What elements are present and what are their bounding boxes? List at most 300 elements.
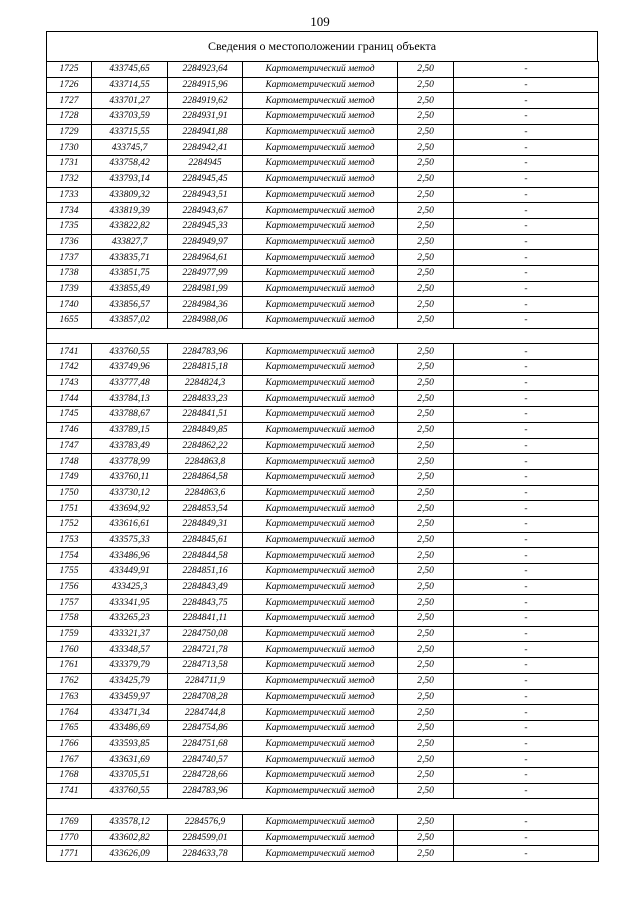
table-row <box>47 532 599 548</box>
coordinates-table <box>46 61 599 862</box>
y-coordinate-cell: 2284841,51 <box>168 407 243 423</box>
description-cell: - <box>454 611 599 627</box>
table-row <box>47 689 599 705</box>
description-cell: - <box>454 815 599 831</box>
accuracy-cell: 2,50 <box>398 611 454 627</box>
accuracy-cell: 2,50 <box>398 297 454 313</box>
point-number-cell: 1741 <box>47 783 92 799</box>
table-row <box>47 736 599 752</box>
method-cell: Картометрический метод <box>243 705 398 721</box>
x-coordinate-cell: 433714,55 <box>92 77 168 93</box>
method-cell: Картометрический метод <box>243 658 398 674</box>
table-row <box>47 297 599 313</box>
point-number-cell: 1750 <box>47 485 92 501</box>
y-coordinate-cell: 2284945 <box>168 156 243 172</box>
y-coordinate-cell: 2284824,3 <box>168 375 243 391</box>
x-coordinate-cell: 433703,59 <box>92 109 168 125</box>
x-coordinate-cell: 433749,96 <box>92 360 168 376</box>
table-row <box>47 93 599 109</box>
accuracy-cell: 2,50 <box>398 265 454 281</box>
method-cell: Картометрический метод <box>243 109 398 125</box>
y-coordinate-cell: 2284923,64 <box>168 62 243 78</box>
table-row <box>47 564 599 580</box>
description-cell: - <box>454 783 599 799</box>
x-coordinate-cell: 433575,33 <box>92 532 168 548</box>
point-number-cell: 1742 <box>47 360 92 376</box>
table-row <box>47 767 599 783</box>
description-cell: - <box>454 705 599 721</box>
x-coordinate-cell: 433745,7 <box>92 140 168 156</box>
description-cell: - <box>454 218 599 234</box>
x-coordinate-cell: 433745,65 <box>92 62 168 78</box>
accuracy-cell: 2,50 <box>398 516 454 532</box>
table-row <box>47 454 599 470</box>
point-number-cell: 1752 <box>47 516 92 532</box>
x-coordinate-cell: 433822,82 <box>92 218 168 234</box>
point-number-cell: 1751 <box>47 501 92 517</box>
point-number-cell: 1753 <box>47 532 92 548</box>
x-coordinate-cell: 433760,55 <box>92 783 168 799</box>
point-number-cell: 1756 <box>47 579 92 595</box>
x-coordinate-cell: 433760,55 <box>92 344 168 360</box>
y-coordinate-cell: 2284841,11 <box>168 611 243 627</box>
accuracy-cell: 2,50 <box>398 93 454 109</box>
x-coordinate-cell: 433626,09 <box>92 846 168 862</box>
table-row <box>47 658 599 674</box>
table-row <box>47 579 599 595</box>
accuracy-cell: 2,50 <box>398 250 454 266</box>
x-coordinate-cell: 433784,13 <box>92 391 168 407</box>
table-row <box>47 626 599 642</box>
method-cell: Картометрический метод <box>243 815 398 831</box>
x-coordinate-cell: 433760,11 <box>92 469 168 485</box>
point-number-cell: 1769 <box>47 815 92 831</box>
y-coordinate-cell: 2284708,28 <box>168 689 243 705</box>
coordinates-table-body <box>47 62 599 862</box>
description-cell: - <box>454 281 599 297</box>
point-number-cell: 1758 <box>47 611 92 627</box>
table-row <box>47 548 599 564</box>
separator-cell <box>47 328 599 344</box>
method-cell: Картометрический метод <box>243 626 398 642</box>
description-cell: - <box>454 516 599 532</box>
method-cell: Картометрический метод <box>243 454 398 470</box>
x-coordinate-cell: 433348,57 <box>92 642 168 658</box>
x-coordinate-cell: 433694,92 <box>92 501 168 517</box>
method-cell: Картометрический метод <box>243 297 398 313</box>
table-row <box>47 815 599 831</box>
accuracy-cell: 2,50 <box>398 313 454 329</box>
point-number-cell: 1732 <box>47 171 92 187</box>
table-row <box>47 375 599 391</box>
y-coordinate-cell: 2284845,61 <box>168 532 243 548</box>
table-row <box>47 124 599 140</box>
point-number-cell: 1733 <box>47 187 92 203</box>
x-coordinate-cell: 433835,71 <box>92 250 168 266</box>
point-number-cell: 1765 <box>47 720 92 736</box>
accuracy-cell: 2,50 <box>398 469 454 485</box>
accuracy-cell: 2,50 <box>398 595 454 611</box>
description-cell: - <box>454 140 599 156</box>
table-row <box>47 422 599 438</box>
point-number-cell: 1727 <box>47 93 92 109</box>
x-coordinate-cell: 433379,79 <box>92 658 168 674</box>
description-cell: - <box>454 846 599 862</box>
description-cell: - <box>454 109 599 125</box>
point-number-cell: 1738 <box>47 265 92 281</box>
y-coordinate-cell: 2284943,51 <box>168 187 243 203</box>
y-coordinate-cell: 2284919,62 <box>168 93 243 109</box>
table-row <box>47 705 599 721</box>
table-row <box>47 281 599 297</box>
accuracy-cell: 2,50 <box>398 156 454 172</box>
x-coordinate-cell: 433793,14 <box>92 171 168 187</box>
description-cell: - <box>454 752 599 768</box>
accuracy-cell: 2,50 <box>398 203 454 219</box>
y-coordinate-cell: 2284783,96 <box>168 344 243 360</box>
x-coordinate-cell: 433602,82 <box>92 830 168 846</box>
description-cell: - <box>454 203 599 219</box>
description-cell: - <box>454 642 599 658</box>
x-coordinate-cell: 433425,3 <box>92 579 168 595</box>
point-number-cell: 1746 <box>47 422 92 438</box>
accuracy-cell: 2,50 <box>398 783 454 799</box>
y-coordinate-cell: 2284849,85 <box>168 422 243 438</box>
description-cell: - <box>454 579 599 595</box>
point-number-cell: 1745 <box>47 407 92 423</box>
point-number-cell: 1763 <box>47 689 92 705</box>
x-coordinate-cell: 433631,69 <box>92 752 168 768</box>
point-number-cell: 1725 <box>47 62 92 78</box>
description-cell: - <box>454 171 599 187</box>
method-cell: Картометрический метод <box>243 422 398 438</box>
table-row <box>47 720 599 736</box>
accuracy-cell: 2,50 <box>398 767 454 783</box>
method-cell: Картометрический метод <box>243 516 398 532</box>
description-cell: - <box>454 830 599 846</box>
description-cell: - <box>454 313 599 329</box>
accuracy-cell: 2,50 <box>398 548 454 564</box>
y-coordinate-cell: 2284783,96 <box>168 783 243 799</box>
y-coordinate-cell: 2284711,9 <box>168 673 243 689</box>
table-row <box>47 156 599 172</box>
x-coordinate-cell: 433486,69 <box>92 720 168 736</box>
method-cell: Картометрический метод <box>243 313 398 329</box>
table-row <box>47 234 599 250</box>
point-number-cell: 1759 <box>47 626 92 642</box>
table-row <box>47 140 599 156</box>
accuracy-cell: 2,50 <box>398 344 454 360</box>
accuracy-cell: 2,50 <box>398 140 454 156</box>
accuracy-cell: 2,50 <box>398 579 454 595</box>
y-coordinate-cell: 2284576,9 <box>168 815 243 831</box>
x-coordinate-cell: 433730,12 <box>92 485 168 501</box>
description-cell: - <box>454 454 599 470</box>
point-number-cell: 1757 <box>47 595 92 611</box>
x-coordinate-cell: 433705,51 <box>92 767 168 783</box>
y-coordinate-cell: 2284843,49 <box>168 579 243 595</box>
point-number-cell: 1726 <box>47 77 92 93</box>
x-coordinate-cell: 433449,91 <box>92 564 168 580</box>
x-coordinate-cell: 433789,15 <box>92 422 168 438</box>
description-cell: - <box>454 250 599 266</box>
description-cell: - <box>454 422 599 438</box>
point-number-cell: 1741 <box>47 344 92 360</box>
point-number-cell: 1747 <box>47 438 92 454</box>
accuracy-cell: 2,50 <box>398 391 454 407</box>
description-cell: - <box>454 77 599 93</box>
accuracy-cell: 2,50 <box>398 673 454 689</box>
accuracy-cell: 2,50 <box>398 720 454 736</box>
point-number-cell: 1655 <box>47 313 92 329</box>
table-row <box>47 642 599 658</box>
method-cell: Картометрический метод <box>243 265 398 281</box>
y-coordinate-cell: 2284942,41 <box>168 140 243 156</box>
x-coordinate-cell: 433777,48 <box>92 375 168 391</box>
description-cell: - <box>454 532 599 548</box>
method-cell: Картометрический метод <box>243 281 398 297</box>
accuracy-cell: 2,50 <box>398 234 454 250</box>
y-coordinate-cell: 2284833,23 <box>168 391 243 407</box>
table-row <box>47 62 599 78</box>
y-coordinate-cell: 2284843,75 <box>168 595 243 611</box>
table-row <box>47 250 599 266</box>
x-coordinate-cell: 433851,75 <box>92 265 168 281</box>
table-row <box>47 218 599 234</box>
y-coordinate-cell: 2284862,22 <box>168 438 243 454</box>
description-cell: - <box>454 501 599 517</box>
accuracy-cell: 2,50 <box>398 281 454 297</box>
x-coordinate-cell: 433715,55 <box>92 124 168 140</box>
point-number-cell: 1731 <box>47 156 92 172</box>
y-coordinate-cell: 2284864,58 <box>168 469 243 485</box>
x-coordinate-cell: 433341,95 <box>92 595 168 611</box>
x-coordinate-cell: 433819,39 <box>92 203 168 219</box>
method-cell: Картометрический метод <box>243 93 398 109</box>
x-coordinate-cell: 433459,97 <box>92 689 168 705</box>
y-coordinate-cell: 2284945,33 <box>168 218 243 234</box>
x-coordinate-cell: 433701,27 <box>92 93 168 109</box>
section-separator-row <box>47 799 599 815</box>
accuracy-cell: 2,50 <box>398 658 454 674</box>
y-coordinate-cell: 2284815,18 <box>168 360 243 376</box>
point-number-cell: 1761 <box>47 658 92 674</box>
method-cell: Картометрический метод <box>243 344 398 360</box>
y-coordinate-cell: 2284984,36 <box>168 297 243 313</box>
accuracy-cell: 2,50 <box>398 77 454 93</box>
method-cell: Картометрический метод <box>243 689 398 705</box>
accuracy-cell: 2,50 <box>398 360 454 376</box>
point-number-cell: 1743 <box>47 375 92 391</box>
description-cell: - <box>454 407 599 423</box>
y-coordinate-cell: 2284751,68 <box>168 736 243 752</box>
point-number-cell: 1748 <box>47 454 92 470</box>
description-cell: - <box>454 658 599 674</box>
table-row <box>47 313 599 329</box>
x-coordinate-cell: 433486,96 <box>92 548 168 564</box>
table-row <box>47 203 599 219</box>
table-title: Сведения о местоположении границ объекта <box>46 31 598 61</box>
method-cell: Картометрический метод <box>243 532 398 548</box>
x-coordinate-cell: 433578,12 <box>92 815 168 831</box>
accuracy-cell: 2,50 <box>398 736 454 752</box>
accuracy-cell: 2,50 <box>398 454 454 470</box>
description-cell: - <box>454 62 599 78</box>
method-cell: Картометрический метод <box>243 642 398 658</box>
method-cell: Картометрический метод <box>243 250 398 266</box>
x-coordinate-cell: 433471,34 <box>92 705 168 721</box>
accuracy-cell: 2,50 <box>398 438 454 454</box>
table-row <box>47 595 599 611</box>
method-cell: Картометрический метод <box>243 156 398 172</box>
point-number-cell: 1755 <box>47 564 92 580</box>
point-number-cell: 1766 <box>47 736 92 752</box>
y-coordinate-cell: 2284750,08 <box>168 626 243 642</box>
separator-cell <box>47 799 599 815</box>
description-cell: - <box>454 265 599 281</box>
table-row <box>47 360 599 376</box>
method-cell: Картометрический метод <box>243 203 398 219</box>
description-cell: - <box>454 469 599 485</box>
x-coordinate-cell: 433758,42 <box>92 156 168 172</box>
x-coordinate-cell: 433809,32 <box>92 187 168 203</box>
method-cell: Картометрический метод <box>243 407 398 423</box>
method-cell: Картометрический метод <box>243 171 398 187</box>
description-cell: - <box>454 673 599 689</box>
y-coordinate-cell: 2284740,57 <box>168 752 243 768</box>
y-coordinate-cell: 2284863,6 <box>168 485 243 501</box>
section-separator-row <box>47 328 599 344</box>
accuracy-cell: 2,50 <box>398 532 454 548</box>
x-coordinate-cell: 433783,49 <box>92 438 168 454</box>
method-cell: Картометрический метод <box>243 783 398 799</box>
point-number-cell: 1749 <box>47 469 92 485</box>
table-row <box>47 611 599 627</box>
y-coordinate-cell: 2284977,99 <box>168 265 243 281</box>
accuracy-cell: 2,50 <box>398 752 454 768</box>
point-number-cell: 1767 <box>47 752 92 768</box>
point-number-cell: 1754 <box>47 548 92 564</box>
y-coordinate-cell: 2284931,91 <box>168 109 243 125</box>
method-cell: Картометрический метод <box>243 673 398 689</box>
method-cell: Картометрический метод <box>243 595 398 611</box>
y-coordinate-cell: 2284853,54 <box>168 501 243 517</box>
method-cell: Картометрический метод <box>243 140 398 156</box>
accuracy-cell: 2,50 <box>398 705 454 721</box>
y-coordinate-cell: 2284754,86 <box>168 720 243 736</box>
x-coordinate-cell: 433788,67 <box>92 407 168 423</box>
point-number-cell: 1737 <box>47 250 92 266</box>
table-row <box>47 391 599 407</box>
description-cell: - <box>454 626 599 642</box>
description-cell: - <box>454 736 599 752</box>
description-cell: - <box>454 391 599 407</box>
method-cell: Картометрический метод <box>243 391 398 407</box>
accuracy-cell: 2,50 <box>398 407 454 423</box>
point-number-cell: 1728 <box>47 109 92 125</box>
point-number-cell: 1730 <box>47 140 92 156</box>
y-coordinate-cell: 2284849,31 <box>168 516 243 532</box>
boundary-document <box>46 31 598 862</box>
point-number-cell: 1770 <box>47 830 92 846</box>
y-coordinate-cell: 2284941,88 <box>168 124 243 140</box>
description-cell: - <box>454 187 599 203</box>
x-coordinate-cell: 433827,7 <box>92 234 168 250</box>
point-number-cell: 1735 <box>47 218 92 234</box>
description-cell: - <box>454 360 599 376</box>
y-coordinate-cell: 2284981,99 <box>168 281 243 297</box>
description-cell: - <box>454 595 599 611</box>
x-coordinate-cell: 433425,79 <box>92 673 168 689</box>
method-cell: Картометрический метод <box>243 375 398 391</box>
y-coordinate-cell: 2284844,58 <box>168 548 243 564</box>
y-coordinate-cell: 2284863,8 <box>168 454 243 470</box>
table-row <box>47 846 599 862</box>
accuracy-cell: 2,50 <box>398 218 454 234</box>
accuracy-cell: 2,50 <box>398 375 454 391</box>
method-cell: Картометрический метод <box>243 846 398 862</box>
accuracy-cell: 2,50 <box>398 846 454 862</box>
point-number-cell: 1729 <box>47 124 92 140</box>
y-coordinate-cell: 2284915,96 <box>168 77 243 93</box>
y-coordinate-cell: 2284949,97 <box>168 234 243 250</box>
method-cell: Картометрический метод <box>243 77 398 93</box>
method-cell: Картометрический метод <box>243 752 398 768</box>
accuracy-cell: 2,50 <box>398 62 454 78</box>
point-number-cell: 1764 <box>47 705 92 721</box>
method-cell: Картометрический метод <box>243 234 398 250</box>
accuracy-cell: 2,50 <box>398 485 454 501</box>
table-row <box>47 501 599 517</box>
method-cell: Картометрический метод <box>243 62 398 78</box>
method-cell: Картометрический метод <box>243 218 398 234</box>
accuracy-cell: 2,50 <box>398 109 454 125</box>
x-coordinate-cell: 433265,23 <box>92 611 168 627</box>
table-row <box>47 77 599 93</box>
table-row <box>47 830 599 846</box>
table-row <box>47 516 599 532</box>
point-number-cell: 1734 <box>47 203 92 219</box>
table-row <box>47 783 599 799</box>
y-coordinate-cell: 2284728,66 <box>168 767 243 783</box>
y-coordinate-cell: 2284943,67 <box>168 203 243 219</box>
description-cell: - <box>454 297 599 313</box>
point-number-cell: 1768 <box>47 767 92 783</box>
x-coordinate-cell: 433616,61 <box>92 516 168 532</box>
table-row <box>47 265 599 281</box>
table-row <box>47 673 599 689</box>
description-cell: - <box>454 720 599 736</box>
method-cell: Картометрический метод <box>243 485 398 501</box>
table-row <box>47 438 599 454</box>
accuracy-cell: 2,50 <box>398 564 454 580</box>
point-number-cell: 1744 <box>47 391 92 407</box>
method-cell: Картометрический метод <box>243 579 398 595</box>
accuracy-cell: 2,50 <box>398 124 454 140</box>
table-row <box>47 485 599 501</box>
method-cell: Картометрический метод <box>243 611 398 627</box>
point-number-cell: 1736 <box>47 234 92 250</box>
method-cell: Картометрический метод <box>243 360 398 376</box>
table-row <box>47 752 599 768</box>
accuracy-cell: 2,50 <box>398 830 454 846</box>
description-cell: - <box>454 344 599 360</box>
description-cell: - <box>454 689 599 705</box>
method-cell: Картометрический метод <box>243 767 398 783</box>
accuracy-cell: 2,50 <box>398 501 454 517</box>
description-cell: - <box>454 564 599 580</box>
method-cell: Картометрический метод <box>243 187 398 203</box>
